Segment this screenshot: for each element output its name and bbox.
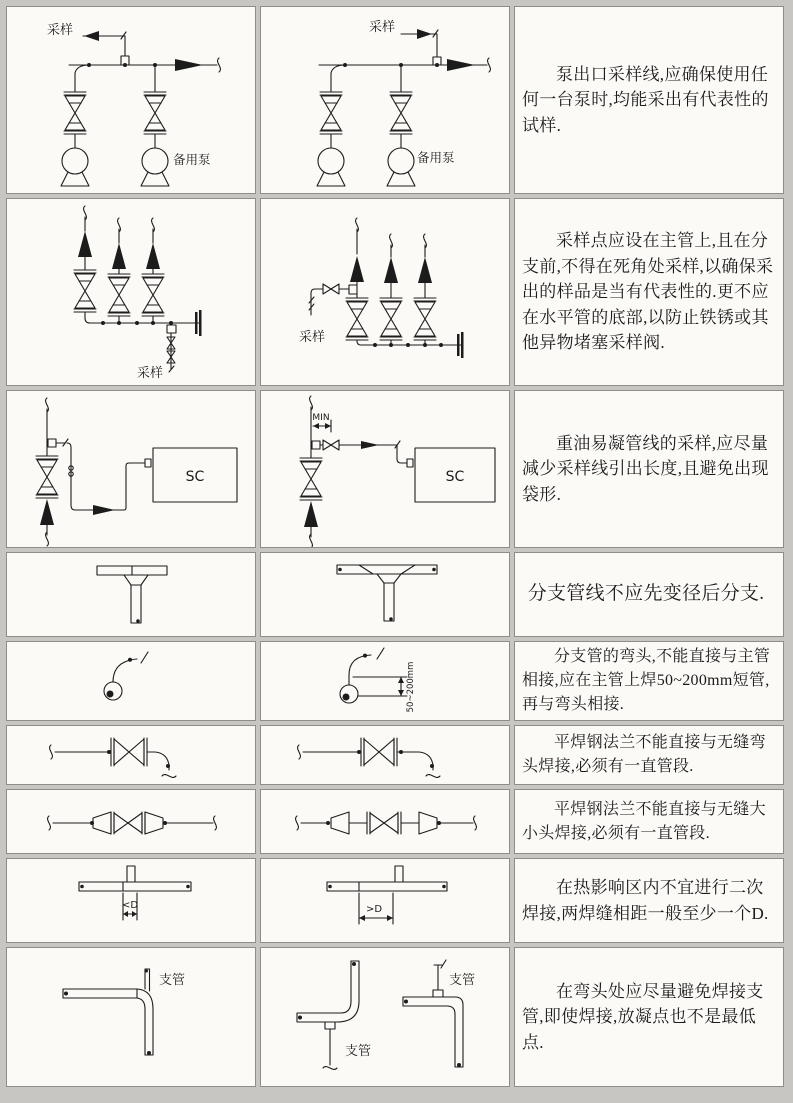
table-row: [6, 641, 784, 721]
run-pipe: [79, 882, 191, 891]
table-row: [6, 552, 784, 637]
elbow: [137, 989, 153, 1009]
piping-diagram: [261, 7, 509, 193]
piping-diagram: [261, 727, 509, 783]
connector-nozzle: [407, 459, 413, 467]
row6-diagram-left: [6, 725, 256, 785]
branch-label: 支管: [159, 973, 186, 988]
piping-diagram: [261, 949, 509, 1085]
flow-arrow-icon: [418, 257, 432, 283]
run-pipe: [297, 1013, 341, 1022]
flow-arrow-icon: [78, 231, 92, 257]
flow-arrow-icon: [417, 29, 432, 39]
gate-valve-icon: [144, 92, 166, 134]
piping-diagram: [261, 791, 509, 852]
branch-pipe: [145, 969, 150, 991]
gate-valve-icon: [346, 298, 368, 340]
flow-arrow-icon: [93, 505, 115, 515]
row1-diagram-right: [260, 6, 510, 194]
row1-diagram-left: [6, 6, 256, 194]
note-text: 在弯头处应尽量避免焊接支管,即使焊接,放凝点也不是最低点.: [522, 981, 764, 1052]
row2-diagram-right: [260, 198, 510, 386]
gate-valve-icon: [414, 298, 436, 340]
reducer: [93, 812, 111, 834]
branch-stub: [395, 866, 403, 882]
gate-valve-icon: [300, 458, 322, 500]
elbow-down: [447, 997, 463, 1067]
row8-diagram-right: [260, 858, 510, 943]
note-cell: [514, 725, 784, 785]
piping-diagram: [261, 391, 509, 547]
run-pipe: [327, 882, 447, 891]
run-pipe: [403, 997, 455, 1006]
flow-arrow-icon: [112, 243, 126, 269]
pipe-break-icon: [214, 816, 217, 830]
main-pipe-section: [104, 682, 122, 700]
pipe-break-icon: [50, 745, 53, 759]
table-row: [6, 198, 784, 386]
branch-stub: [433, 990, 443, 997]
dimension-line: [353, 677, 407, 696]
vertical-pipe: [145, 1009, 153, 1055]
branch-risers: [357, 229, 425, 345]
sample-line: [309, 289, 349, 315]
sample-valve-icon: [323, 440, 339, 450]
dim-label: <D: [121, 900, 139, 911]
row9-diagram-left: [6, 947, 256, 1087]
row5-diagram-right: [260, 641, 510, 721]
valve-body: [370, 813, 398, 833]
row3-diagram-left: [6, 390, 256, 548]
pipe-break-icon: [298, 745, 301, 759]
note-cell: [514, 6, 784, 194]
pipe-line: [55, 752, 169, 770]
pump-icon: [387, 148, 415, 186]
sample-nozzle: [312, 441, 320, 449]
note-text: 分支管线不应先变径后分支.: [527, 583, 765, 605]
sample-label: 采样: [299, 330, 326, 345]
note-text: 分支管的弯头,不能直接与主管相接,应在主管上焊50~200mm短管,再与弯头相接.: [522, 648, 771, 713]
branch-pipe: [131, 585, 141, 623]
row4-diagram-left: [6, 552, 256, 637]
flow-arrow-icon: [384, 257, 398, 283]
pump-risers: [331, 65, 401, 148]
dim-label: >D: [365, 904, 383, 915]
row5-diagram-left: [6, 641, 256, 721]
branch-label: 支管: [449, 973, 476, 988]
note-cell: [514, 552, 784, 637]
pipe-break-icon: [426, 775, 440, 778]
piping-diagram: [7, 643, 255, 719]
sample-label: 采样: [137, 366, 164, 381]
sample-nozzle: [167, 325, 176, 333]
note-text: 采样点应设在主管上,且在分支前,不得在死角处采样,以确保采出的样品是当有代表性的.更不应在水平管的底部,以防止铁锈或其他异物堵塞采样阀.: [522, 231, 774, 353]
pipe-break-icon: [48, 816, 51, 830]
piping-diagram: [7, 860, 255, 941]
run-pipe: [63, 989, 137, 998]
branch-stub: [325, 1022, 335, 1029]
piping-diagram: [7, 554, 255, 635]
sample-nozzle: [48, 439, 56, 447]
flow-arrow-icon: [175, 59, 203, 71]
tee-crotch: [359, 565, 415, 574]
table-row: [6, 725, 784, 785]
sample-nozzle: [349, 285, 357, 294]
branch-stub: [127, 866, 135, 882]
flow-arrow-icon: [361, 441, 379, 449]
piping-diagram: [261, 643, 509, 719]
branch-elbow-with-stub: [349, 648, 384, 685]
pipe-break-icon: [323, 1067, 337, 1070]
sample-label: 采样: [47, 23, 74, 38]
sample-valve-icon: [323, 284, 339, 294]
row4-diagram-right: [260, 552, 510, 637]
flow-arrow-icon: [84, 31, 99, 41]
table-row: [6, 390, 784, 548]
sample-label: 采样: [369, 20, 396, 35]
piping-diagram: [261, 554, 509, 635]
flanged-valve-icon: [361, 738, 397, 766]
table-row: [6, 789, 784, 854]
note-cell: [514, 198, 784, 386]
pump-icon: [61, 148, 89, 186]
flow-arrow-icon: [304, 501, 318, 527]
pipe-break-icon: [162, 775, 176, 778]
note-cell: [514, 858, 784, 943]
vertical-pipe: [351, 961, 359, 1001]
piping-diagram: [261, 199, 509, 385]
piping-diagram: [7, 391, 255, 547]
flow-arrow-icon: [40, 499, 54, 525]
note-cell: [514, 390, 784, 548]
elbow: [337, 1001, 359, 1022]
note-text: 平焊钢法兰不能直接与无缝大小头焊接,必须有一直管段.: [522, 800, 766, 842]
piping-diagram: [7, 791, 255, 852]
table-row: [6, 947, 784, 1087]
pump-icon: [141, 148, 169, 186]
min-dim-label: MIN: [312, 413, 330, 423]
pipe-break-icon: [474, 816, 477, 830]
sample-cooler-label: SC: [445, 469, 465, 485]
gate-valve-icon: [36, 456, 58, 498]
flow-arrow-icon: [447, 59, 475, 71]
note-text: 在热影响区内不宜进行二次焊接,两焊缝相距一般至少一个D.: [522, 878, 769, 923]
branch-label: 支管: [345, 1044, 372, 1059]
gate-valve-icon: [74, 270, 96, 312]
main-pipe-section: [340, 685, 358, 703]
row9-diagram-right: [260, 947, 510, 1087]
table-row: [6, 858, 784, 943]
pump-risers: [75, 65, 155, 148]
reducer: [419, 812, 437, 834]
row6-diagram-right: [260, 725, 510, 785]
piping-diagram: [7, 949, 255, 1085]
row3-diagram-right: [260, 390, 510, 548]
note-cell: [514, 641, 784, 721]
piping-diagram: [7, 727, 255, 783]
piping-diagram: [7, 7, 255, 193]
piping-diagram: [7, 199, 255, 385]
reducer: [377, 574, 401, 583]
gate-valve-icon: [142, 274, 164, 316]
pipe-break-icon: [296, 816, 299, 830]
note-cell: [514, 947, 784, 1087]
pipe-break-icon: [488, 58, 491, 72]
row7-diagram-right: [260, 789, 510, 854]
gate-valve-icon: [320, 92, 342, 134]
flanged-valve-icon: [111, 738, 147, 766]
run-pipe: [337, 565, 437, 574]
branch-line: [434, 960, 446, 990]
valve-body: [114, 813, 142, 833]
connector-nozzle: [145, 459, 151, 467]
branch-elbow: [113, 652, 148, 682]
reducer: [124, 575, 148, 585]
note-text: 重油易凝管线的采样,应尽量减少采样线引出长度,且避免出现袋形.: [522, 433, 769, 504]
note-text: 泵出口采样线,应确保使用任何一台泵时,均能采出有代表性的试样.: [522, 64, 769, 135]
sample-cooler-label: SC: [185, 469, 205, 485]
gate-valve-icon: [390, 92, 412, 134]
flow-arrow-icon: [350, 256, 364, 282]
gate-valve-icon: [108, 274, 130, 316]
branch-pipe: [384, 583, 394, 621]
flow-arrow-icon: [146, 243, 160, 269]
gate-valve-icon: [380, 298, 402, 340]
row2-diagram-left: [6, 198, 256, 386]
pump-icon: [317, 148, 345, 186]
piping-diagram: [261, 860, 509, 941]
row7-diagram-left: [6, 789, 256, 854]
backup-pump-label: 备用泵: [173, 152, 211, 167]
backup-pump-label: 备用泵: [417, 150, 455, 165]
note-cell: [514, 789, 784, 854]
table-row: [6, 6, 784, 194]
row8-diagram-left: [6, 858, 256, 943]
reducer: [145, 812, 163, 834]
pipe-break-icon: [218, 58, 221, 72]
gate-valve-icon: [64, 92, 86, 134]
stub-dim-label: 50~200mm: [406, 661, 416, 713]
reducer: [331, 812, 349, 834]
note-text: 平焊钢法兰不能直接与无缝弯头焊接,必须有一直管段.: [522, 734, 766, 775]
